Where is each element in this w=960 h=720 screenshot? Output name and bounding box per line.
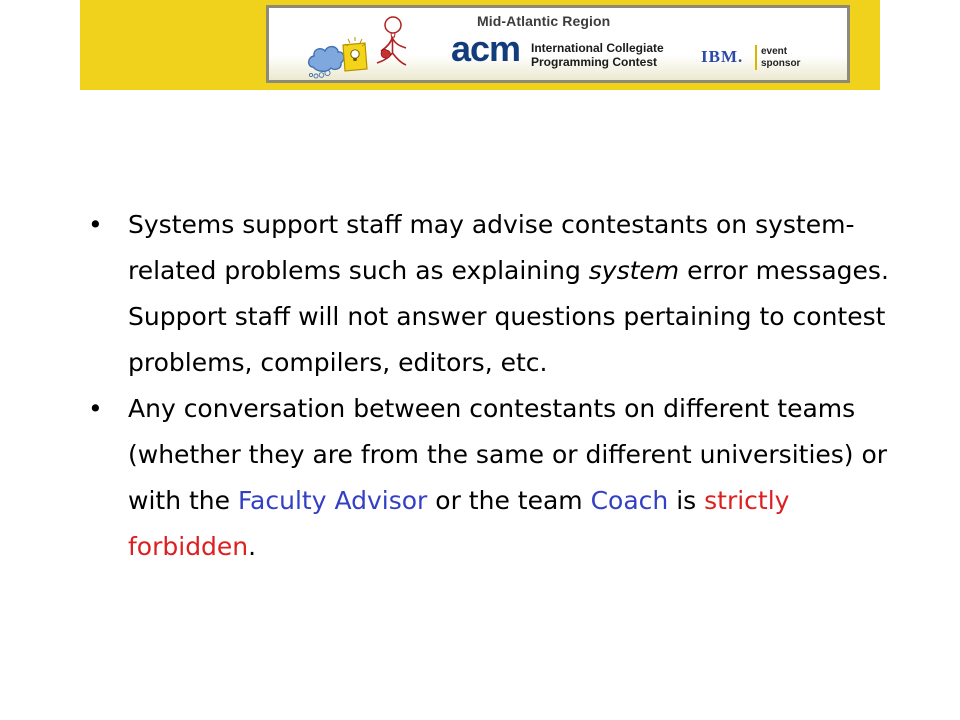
region-title: Mid-Atlantic Region [477, 13, 611, 29]
contest-banner [266, 5, 850, 83]
bullet-text: Systems support staff may advise contestants on system-related problems such as explaining [128, 210, 855, 285]
acm-logo-text: acm [451, 28, 521, 69]
highlight-coach: Coach [590, 486, 669, 515]
header-band [80, 0, 880, 90]
highlight-faculty-advisor: Faculty Advisor [237, 486, 428, 515]
contest-logo-icon [307, 13, 411, 81]
person-with-lightbulb-icon [377, 17, 406, 65]
bullet-text: error messages. Support staff will not answer questions pertaining to contest problems, compilers, editors, etc. [128, 256, 889, 377]
bullet-conversation-rule [88, 386, 900, 570]
bullet-icon: • [88, 394, 103, 423]
bullet-text: . [248, 532, 257, 561]
highlight-strictly-forbidden: strictly forbidden [128, 486, 790, 561]
bullet-text: is [668, 486, 705, 515]
ibm-logo: IBM. [701, 47, 744, 66]
italic-term-system: system [588, 256, 680, 285]
slide-body [88, 202, 900, 570]
cloud-icon [309, 47, 344, 78]
bullet-text: or the team [427, 486, 591, 515]
sponsor-label-line1: event [761, 46, 788, 57]
sponsor-divider [755, 45, 757, 70]
contest-name-line2: Programming Contest [531, 55, 658, 69]
lightbulb-icon [343, 37, 367, 71]
bullet-icon: • [88, 210, 103, 239]
contest-name-line1: International Collegiate [531, 41, 664, 55]
bullet-text: Any conversation between contestants on different teams (whether they are from the same or different universities) or with the [128, 394, 888, 515]
bullet-support-staff [88, 202, 900, 386]
sponsor-label-line2: sponsor [761, 58, 801, 69]
